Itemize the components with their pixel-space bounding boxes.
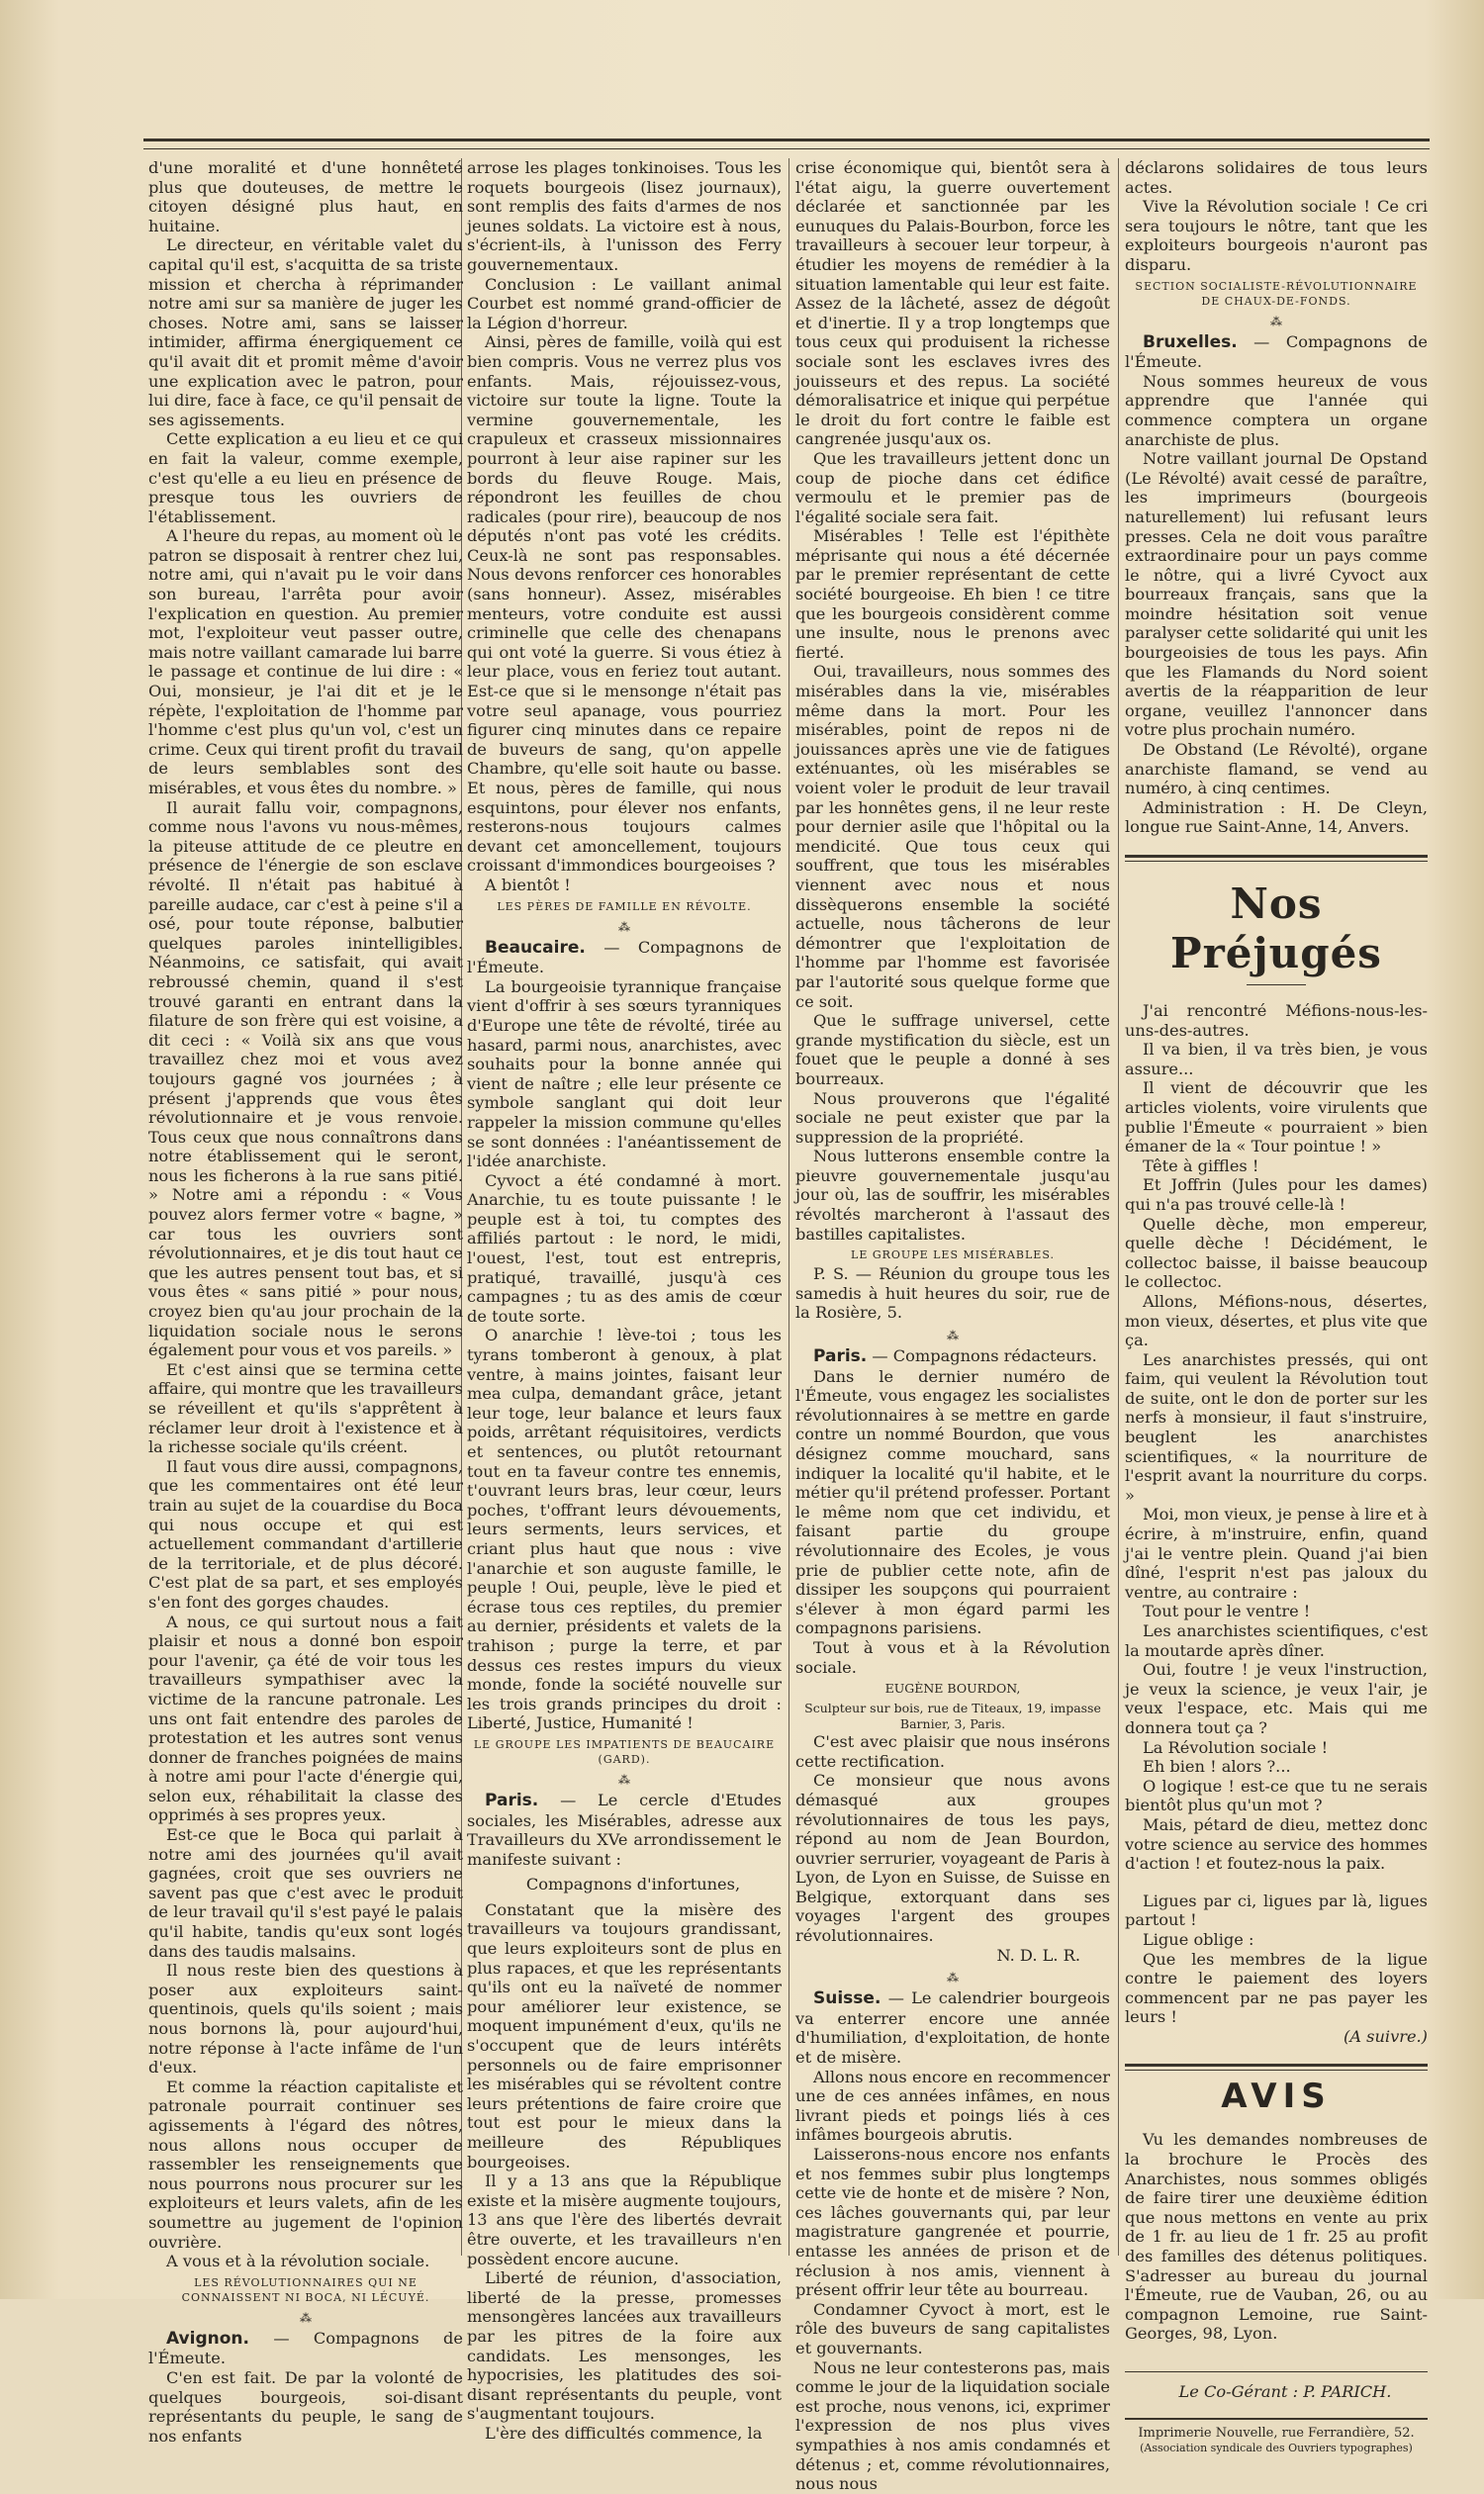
paragraph: A bientôt ! (485, 875, 571, 894)
section-intro: — Compagnons de l'Émeute. (148, 2328, 463, 2368)
signer-name: EUGÈNE BOURDON, (884, 1681, 1021, 1697)
paragraph: Allons nous encore en recommencer une de ces années infâmes, en nous livrant pieds et poings liés à ces infâmes bourgeois abrutis. (795, 2067, 1110, 2145)
paragraph: Misérables ! Telle est l'épithète méprisante qui nous a été décernée par le premier représentant de cette société bourgeoise. Eh bien ! ce titre que les bourgeois considèrent comme une insulte, nous le prenons avec fierté. (795, 526, 1110, 662)
signature: LE GROUPE LES IMPATIENTS DE BEAUCAIRE (GARD). (473, 1737, 776, 1766)
paragraph: La Révolution sociale ! (1143, 1737, 1329, 1757)
section-intro: — Compagnons rédacteurs. (867, 1346, 1097, 1366)
separator-stars: ⁂ (618, 1772, 630, 1787)
paragraph: Les anarchistes pressés, qui ont faim, qui veulent la Révolution tout de suite, ont le don de porter sur les nerfs à monsieur, il faut s'instruire, beuglent les anarchistes scientifiques, « la nourriture de l'esprit avant la nourriture du corps. » (1125, 1349, 1428, 1505)
paragraph: Oui, foutre ! je veux l'instruction, je veux la science, je veux l'air, je veux l'espace, etc. Mais qui me donnera tout ça ? (1125, 1660, 1428, 1737)
section-rule (1125, 2064, 1428, 2071)
paragraph: Nous ne leur contesterons pas, mais comme le jour de la liquidation sociale est proche, nous venons, ici, exprimer l'expression de nos plus vives sympathies à nos amis condamnés et détenus ; et, comme révolutionnaires, nous nous (795, 2357, 1110, 2494)
paragraph: Et c'est ainsi que se termina cette affaire, qui montre que les travailleurs se réveillent et qu'ils s'apprêtent à réclamer leur droit à l'existence et à la richesse sociale qu'ils créent. (148, 1359, 463, 1457)
top-rule (143, 139, 1430, 149)
notice-title: AVIS (1221, 2077, 1332, 2117)
column-2 (467, 158, 782, 2443)
signature: SECTION SOCIALISTE-RÉVOLUTIONNAIRE DE CHAUX-DE-FONDS. (1135, 279, 1418, 308)
paragraph: Cyvoct a été condamné à mort. Anarchie, tu es toute puissante ! le peuple est à toi, tu comptes des affiliés partout : le nord, le midi, l'ouest, l'est, tout est entrepris, pratiqué, travaillé, jusqu'à ces campagnes ; tu as des amis de cœur de toute sorte. (467, 1170, 782, 1326)
paragraph: Le directeur, en véritable valet du capital qu'il est, s'acquitta de sa triste mission et chercha à réprimander notre ami sur sa manière de juger les choses. Notre ami, sans se laisser intimider, affirma énergiquement ce qu'il avait dit et promit même d'avoir une explication avec le patron, pour lui dire, face à face, ce qu'il pensait de ses agissements. (148, 235, 463, 429)
salutation: Compagnons d'infortunes, (525, 1875, 741, 1894)
paragraph: C'est avec plaisir que nous insérons cette rectification. (795, 1732, 1110, 1771)
paragraph: Ligues par ci, ligues par là, ligues partout ! (1125, 1891, 1428, 1930)
paragraph: A nous, ce qui surtout nous a fait plaisir et nous a donné bon espoir pour l'avenir, ça été de voir tous les travailleurs sympathiser avec la victime de la rancune patronale. Les uns ont fait entendre des paroles de protestation et les autres sont venus donner de franches poignées de mains à notre ami pour l'acte d'énergie qui, selon eux, réhabilitait la classe des opprimés à ses propres yeux. (148, 1612, 463, 1825)
to-be-continued: (A suivre.) (1344, 2026, 1428, 2046)
paragraph: Il faut vous dire aussi, compagnons, que les commentaires ont été leur train au sujet de la couardise du Boca qui nous occupe et qui est actuellement commandant d'artillerie de la territoriale, et de plus décoré. C'est plat de sa part, et ses employés s'en font des gorges chaudes. (148, 1456, 463, 1612)
section-head-suisse: Suisse. (813, 1988, 881, 2009)
separator-stars: ⁂ (618, 919, 630, 934)
paragraph: Est-ce que le Boca qui parlait à notre ami des journées qu'il avait gagnées, croit que ses ouvriers ne savent pas que c'est avec le produit de leur travail qu'il s'est payé le palais qu'il habite, tandis qu'eux sont logés dans des taudis malsains. (148, 1825, 463, 1961)
section-head-paris: Paris. (485, 1790, 539, 1810)
signature: LE GROUPE LES MISÉRABLES. (851, 1248, 1055, 1262)
paragraph: Que les membres de la ligue contre le paiement des loyers commencent par ne pas payer les leurs ! (1125, 1949, 1428, 2027)
paragraph: Condamner Cyvoct à mort, est le rôle des buveurs de sang capitalistes et gouvernants. (795, 2299, 1110, 2357)
paragraph: Et comme la réaction capitaliste et patronale pourrait continuer ses agissements à l'égard des nôtres, nous allons nous occuper de rassembler les renseignements que nous pourrons nous procurer sur les exploiteurs et leurs valets, afin de les soumettre au jugement de l'opinion ouvrière. (148, 2077, 463, 2252)
paragraph: Ligue oblige : (1143, 1929, 1254, 1949)
separator-stars: ⁂ (947, 1329, 959, 1343)
paragraph: Mais, pétard de dieu, mettez donc votre science au service des hommes d'action ! et foutez-nous la paix. (1125, 1814, 1428, 1874)
editor-note: N. D. L. R. (996, 1945, 1080, 1965)
paragraph: Constatant que la misère des travailleurs va toujours grandissant, que leurs exploiteurs sont de plus en plus rapaces, et que les représentants qu'ils ont eu la naïveté de nommer pour améliorer leur existence, se moquent impunément d'eux, qu'ils ne s'occupent que de leurs intérêts personnels ou de faire emprisonner les misérables qui se révoltent contre leurs prétentions de faire croire que tout est pour le mieux dans la meilleure des Républiques bourgeoises. (467, 1899, 782, 2171)
paragraph: Allons, Méfions-nous, désertes, mon vieux, désertes, et plus vite que ça. (1125, 1291, 1428, 1350)
paragraph: Tout pour le ventre ! (1143, 1602, 1311, 1621)
paragraph: Eh bien ! alors ?... (1143, 1757, 1291, 1777)
section-rule (1125, 855, 1428, 862)
paragraph: Que les travailleurs jettent donc un coup de pioche dans cet édifice vermoulu et le premier pas de l'égalité sociale sera fait. (795, 448, 1110, 526)
section-head-beaucaire: Beaucaire. (485, 937, 586, 958)
co-gerant: Le Co-Gérant : P. PARICH. (1125, 2371, 1428, 2402)
paragraph: crise économique qui, bientôt sera à l'état aigu, la guerre ouvertement déclarée et sanctionnée par les eunuques du Palais-Bourbon, force les travailleurs à secouer leur torpeur, à étudier les moyens de remédier à la situation lamentable qui leur est faite. Assez de la lâcheté, assez de dégoût et d'inertie. Il y a trop longtemps que tous ceux qui produisent la richesse sociale sont les esclaves ivres des jouisseurs et des repus. La société démoralisatrice et inique qui perpétue le droit du fort contre le faible est cangrenée jusqu'aux os. (795, 158, 1110, 449)
paragraph: O anarchie ! lève-toi ; tous les tyrans tomberont à genoux, à plat ventre, à mains jointes, faisant leur mea culpa, demandant grâce, jetant leur toge, leur balance et leurs faux poids, arrêtant réquisitoires, verdicts et sentences, ou plutôt retournant tout en ta faveur contre tes ennemis, t'ouvrant leurs bras, leur cœur, leurs poches, t'offrant leurs dévouements, leurs serments, leurs services, et criant plus haut que nous : vive l'anarchie et son auguste famille, le peuple ! Oui, peuple, lève le pied et écrase tous ces reptiles, du premier au dernier, présidents et valets de la trahison ; purge la terre, et par dessus ces restes impurs du vieux monde, fonde la société nouvelle sur les trois grands principes du droit : Liberté, Justice, Humanité ! (467, 1326, 782, 1733)
paragraph: Dans le dernier numéro de l'Émeute, vous engagez les socialistes révolutionnaires à se mettre en garde contre un nommé Bourdon, que vous désignez comme mouchard, sans indiquer la localité qu'il habite, et le métier qu'il prétend professer. Portant le même nom que cet individu, et faisant partie du groupe révolutionnaire des Ecoles, je vous prie de publier cette note, afin de dissiper les soupçons qui pourraient s'élever à mon égard parmi les compagnons parisiens. (795, 1366, 1110, 1638)
paragraph: Cette explication a eu lieu et ce qui en fait la valeur, comme exemple, c'est qu'elle a eu lieu en présence de presque tous les ouvriers de l'établissement. (148, 429, 463, 526)
title-rule (1247, 984, 1306, 985)
section-intro: — Compagnons de l'Émeute. (1125, 331, 1428, 372)
paragraph: Il vient de découvrir que les articles violents, voire virulents que publie l'Émeute « pourraient » bien émaner de la « Tour pointue ! » (1125, 1078, 1428, 1156)
paragraph: Nous lutterons ensemble contre la pieuvre gouvernementale jusqu'au jour où, las de souffrir, les misérables révoltés marcheront à l'assaut des bastilles capitalistes. (795, 1147, 1110, 1244)
column-4 (1125, 158, 1428, 2454)
section-head-paris: Paris. (813, 1346, 868, 1367)
paragraph: L'ère des difficultés commence, la (485, 2423, 763, 2443)
section-intro: — Le cercle d'Etudes sociales, les Misérables, adresse aux Travailleurs du XVe arrondissement le manifeste suivant : (467, 1790, 782, 1869)
paragraph: J'ai rencontré Méfions-nous-les-uns-des-autres. (1125, 1001, 1428, 1040)
paragraph: La bourgeoisie tyrannique française vient d'offrir à ses sœurs tyranniques d'Europe une tête de révolté, tirée au hasard, parmi nous, anarchistes, avec souhaits pour la bonne année qui vient de naître ; elle leur présente ce symbole sanglant qui doit leur rappeler la mission commune qu'elles se sont données : l'anéantissement de l'idée anarchiste. (467, 976, 782, 1171)
paragraph: Il va bien, il va très bien, je vous assure... (1125, 1040, 1428, 1078)
paragraph: De Obstand (Le Révolté), organe anarchiste flamand, se vend au numéro, à cinq centimes. (1125, 740, 1428, 798)
section-intro: — Compagnons de l'Émeute. (467, 937, 782, 977)
paragraph: A vous et à la révolution sociale. (166, 2252, 430, 2271)
paragraph: Administration : H. De Cleyn, longue rue Saint-Anne, 14, Anvers. (1125, 797, 1428, 837)
paragraph: Il y a 13 ans que la République existe et la misère augmente toujours, 13 ans que l'ère des libertés devrait être ouverte, et les travailleurs n'en possèdent encore aucune. (467, 2171, 782, 2268)
section-head-avignon: Avignon. (166, 2328, 249, 2349)
signature: LES RÉVOLUTIONNAIRES QUI NE CONNAISSENT NI BOCA, NI LÉCUYÉ. (181, 2275, 430, 2304)
paragraph: Oui, travailleurs, nous sommes des misérables dans la vie, misérables même dans la mort. Pour les misérables, point de repos ni de jouissances après une vie de fatigues exténuantes, où les misérables se voient voler le produit de leur travail par les honnêtes gens, il ne leur reste pour dernier asile que l'hôpital ou la mendicité. Que tous ceux qui souffrent, que tous les misérables viennent avec nous et nous dissèquerons ensemble la société actuelle, nous tâcherons de leur démontrer que l'exploitation de l'homme par l'homme est favorisée par l'autorité sous quelque forme que ce soit. (795, 662, 1110, 1011)
paragraph: Laisserons-nous encore nos enfants et nos femmes subir plus longtemps cette vie de honte et de misère ? Non, ces lâches gouvernants qui, par leur magistrature gangrenée et pourrie, entasse les années de prison et de réclusion à nos amis, viennent à présent offrir leur tête au bourreau. (795, 2145, 1110, 2300)
column-divider (1118, 158, 1119, 2256)
printer-association: (Association syndicale des Ouvriers typographes) (1140, 2441, 1413, 2454)
paragraph: Il nous reste bien des questions à poser aux exploiteurs saint-quentinois, quels qu'ils soient ; mais nous bornons là, pour aujourd'hui, notre réponse à l'acte infâme de l'un d'eux. (148, 1961, 463, 2078)
signer-address: Sculpteur sur bois, rue de Titeaux, 19, impasse Barnier, 3, Paris. (804, 1701, 1101, 1732)
paragraph: A l'heure du repas, au moment où le patron se disposait à rentrer chez lui, notre ami, qui n'avait pu le voir dans son bureau, l'arrêta pour avoir l'explication en question. Au premier mot, l'exploiteur veut passer outre, mais notre vaillant camarade lui barre le passage et continue de lui dire : « Oui, monsieur, je l'ai dit et je le répète, l'exploitation de l'homme par l'homme c'est plus qu'un vol, c'est un crime. Ceux qui tirent profit du travail de leurs semblables sont des misérables, et vous êtes du nombre. » (148, 526, 463, 797)
column-divider (788, 158, 789, 2256)
paragraph: d'une moralité et d'une honnêteté plus que douteuses, de mettre le citoyen désigné plus haut, en huitaine. (148, 158, 463, 235)
signature: LES PÈRES DE FAMILLE EN RÉVOLTE. (497, 899, 752, 913)
paragraph: Nous prouverons que l'égalité sociale ne peut exister que par la suppression de la propriété. (795, 1088, 1110, 1147)
paragraph: Vive la Révolution sociale ! Ce cri sera toujours le nôtre, tant que les exploiteurs bourgeois n'auront pas disparu. (1125, 197, 1428, 274)
paragraph: Ce monsieur que nous avons démasqué aux groupes révolutionnaires de tous les pays, répond au nom de Jean Bourdon, ouvrier serrurier, voyageant de Paris à Lyon, de Lyon en Suisse, de Suisse en Belgique, extorquant dans ses voyages l'argent des groupes révolutionnaires. (795, 1771, 1110, 1946)
paragraph: Ainsi, pères de famille, voilà qui est bien compris. Vous ne verrez plus vos enfants. Mais, réjouissez-vous, victoire sur toute la ligne. Toute la vermine gouvernementale, les crapuleux et crasseux missionnaires pourront à leur aise rapiner sur les bords du fleuve Rouge. Mais, répondront les feuilles de chou radicales (pour rire), beaucoup de nos députés n'ont pas voté les crédits. Ceux-là ne sont pas responsables. Nous devons renforcer ces honorables (sans honneur). Assez, misérables menteurs, votre conduite est aussi criminelle que celle des chenapans qui ont voté la guerre. Si vous étiez à leur place, vous en feriez tout autant. Est-ce que si le mensonge n'était pas votre seul apanage, vous pourriez figurer cinq minutes dans ce repaire de buveurs de sang, qu'on appelle Chambre, qu'elle soit haute ou basse. Et nous, pères de famille, qui nous esquintons, pour élever nos enfants, resterons-nous toujours calmes devant cet amoncellement, toujours croissant d'immondices bourgeoises ? (467, 332, 782, 876)
paragraph: Il aurait fallu voir, compagnons, comme nous l'avons vu nous-mêmes, la piteuse attitude de ce pleutre en présence de l'énergie de son esclave révolté. Il n'était pas habitué à pareille audace, car c'est à peine s'il a osé, pour toute réponse, balbutier quelques paroles inintelligibles. Néanmoins, ce satisfait, qui avait rebroussé chemin, quand il s'est trouvé garanti en entrant dans la filature de son frère qui est voisine, a dit ceci : « Voilà six ans que vous travaillez chez moi et vous avez toujours gagné vos journées ; à présent j'apprends que vous êtes révolutionnaire et je vous renvoie. Tous ceux que nous connaîtrons dans notre établissement qui le seront, nous les ficherons à la rue sans pitié. » Notre ami a répondu : « Vous pouvez alors fermer votre « bagne, » car tous les ouvriers sont révolutionnaires, et je dis tout haut ce que les autres pensent tout bas, et si vous êtes « sans pitié » pour nous, croyez bien qu'au jour prochain de la liquidation sociale nous le serons également pour vous et vos pareils. » (148, 797, 463, 1360)
paragraph: arrose les plages tonkinoises. Tous les roquets bourgeois (lisez journaux), sont remplis des faits d'armes de nos jeunes soldats. La victoire est à nous, s'écrient-ils, à l'unisson des Ferry gouvernementaux. (467, 158, 782, 274)
column-3 (795, 158, 1110, 2494)
paragraph: déclarons solidaires de tous leurs actes. (1125, 158, 1428, 197)
column-1 (148, 158, 463, 2446)
printer-line: Imprimerie Nouvelle, rue Ferrandière, 52. (1125, 2418, 1428, 2442)
paragraph: Notre vaillant journal De Opstand (Le Révolté) avait cessé de paraître, les imprimeurs (bourgeois naturellement) lui refusant leurs presses. Cela ne doit vous paraître extraordinaire pour un pays comme le nôtre, qui a livré Cyvoct aux bourreaux français, sans que la moindre hésitation soit venue paralyser cette solidarité qui unit les bourgeoisies de tous les pays. Afin que les Flamands du Nord soient avertis de la réapparition de leur organe, veuillez l'annoncer dans votre plus prochain numéro. (1125, 449, 1428, 740)
article-title: Nos Préjugés (1170, 879, 1382, 977)
paragraph: P. S. — Réunion du groupe tous les samedis à huit heures du soir, rue de la Rosière, 5. (795, 1264, 1110, 1323)
paragraph: Vu les demandes nombreuses de la brochure le Procès des Anarchistes, nous sommes obligés de faire tirer une deuxième édition que nous mettons en vente au prix de 1 fr. au lieu de 1 fr. 25 au profit des familles des détenus politiques. S'adresser au bureau du journal l'Émeute, rue de Vauban, 26, ou au compagnon Lemoine, rue Saint-Georges, 98, Lyon. (1125, 2130, 1428, 2344)
section-head-bruxelles: Bruxelles. (1143, 331, 1238, 352)
separator-stars: ⁂ (947, 1971, 959, 1986)
paragraph: O logique ! est-ce que tu ne serais bientôt plus qu'un mot ? (1125, 1776, 1428, 1815)
separator-stars: ⁂ (300, 2310, 312, 2325)
section-intro: — Le calendrier bourgeois va enterrer encore une année d'humiliation, d'exploitation, de honte et de misère. (795, 1988, 1110, 2068)
paragraph: Moi, mon vieux, je pense à lire et à écrire, à m'instruire, enfin, quand j'ai le ventre plein. Quand j'ai bien dîné, l'esprit n'est pas jaloux du ventre, au contraire : (1125, 1505, 1428, 1602)
paragraph: Les anarchistes scientifiques, c'est la moutarde après dîner. (1125, 1621, 1428, 1660)
paragraph: Liberté de réunion, d'association, liberté de la presse, promesses mensongères lancées aux travailleurs par les pitres de la foire aux candidats. Les mensonges, les hypocrisies, les platitudes des soi-disant représentants du peuple, vont s'augmentant toujours. (467, 2268, 782, 2424)
paragraph: Conclusion : Le vaillant animal Courbet est nommé grand-officier de la Légion d'horreur. (467, 274, 782, 332)
paragraph: Que le suffrage universel, cette grande mystification du siècle, est un fouet que le peuple a donné à ses bourreaux. (795, 1011, 1110, 1088)
paragraph: Quelle dèche, mon empereur, quelle dèche ! Décidément, le collectoc baisse, il baisse beaucoup le collectoc. (1125, 1214, 1428, 1292)
paragraph: C'en est fait. De par la volonté de quelques bourgeois, soi-disant représentants du peuple, le sang de nos enfants (148, 2367, 463, 2446)
paragraph: Nous sommes heureux de vous apprendre que l'année qui commence comptera un organe anarchiste de plus. (1125, 371, 1428, 449)
separator-stars: ⁂ (1270, 314, 1282, 328)
paragraph: Tout à vous et à la Révolution sociale. (795, 1637, 1110, 1677)
paragraph: Tête à giffles ! (1143, 1155, 1259, 1175)
paragraph: Et Joffrin (Jules pour les dames) qui n'a pas trouvé celle-là ! (1125, 1175, 1428, 1214)
